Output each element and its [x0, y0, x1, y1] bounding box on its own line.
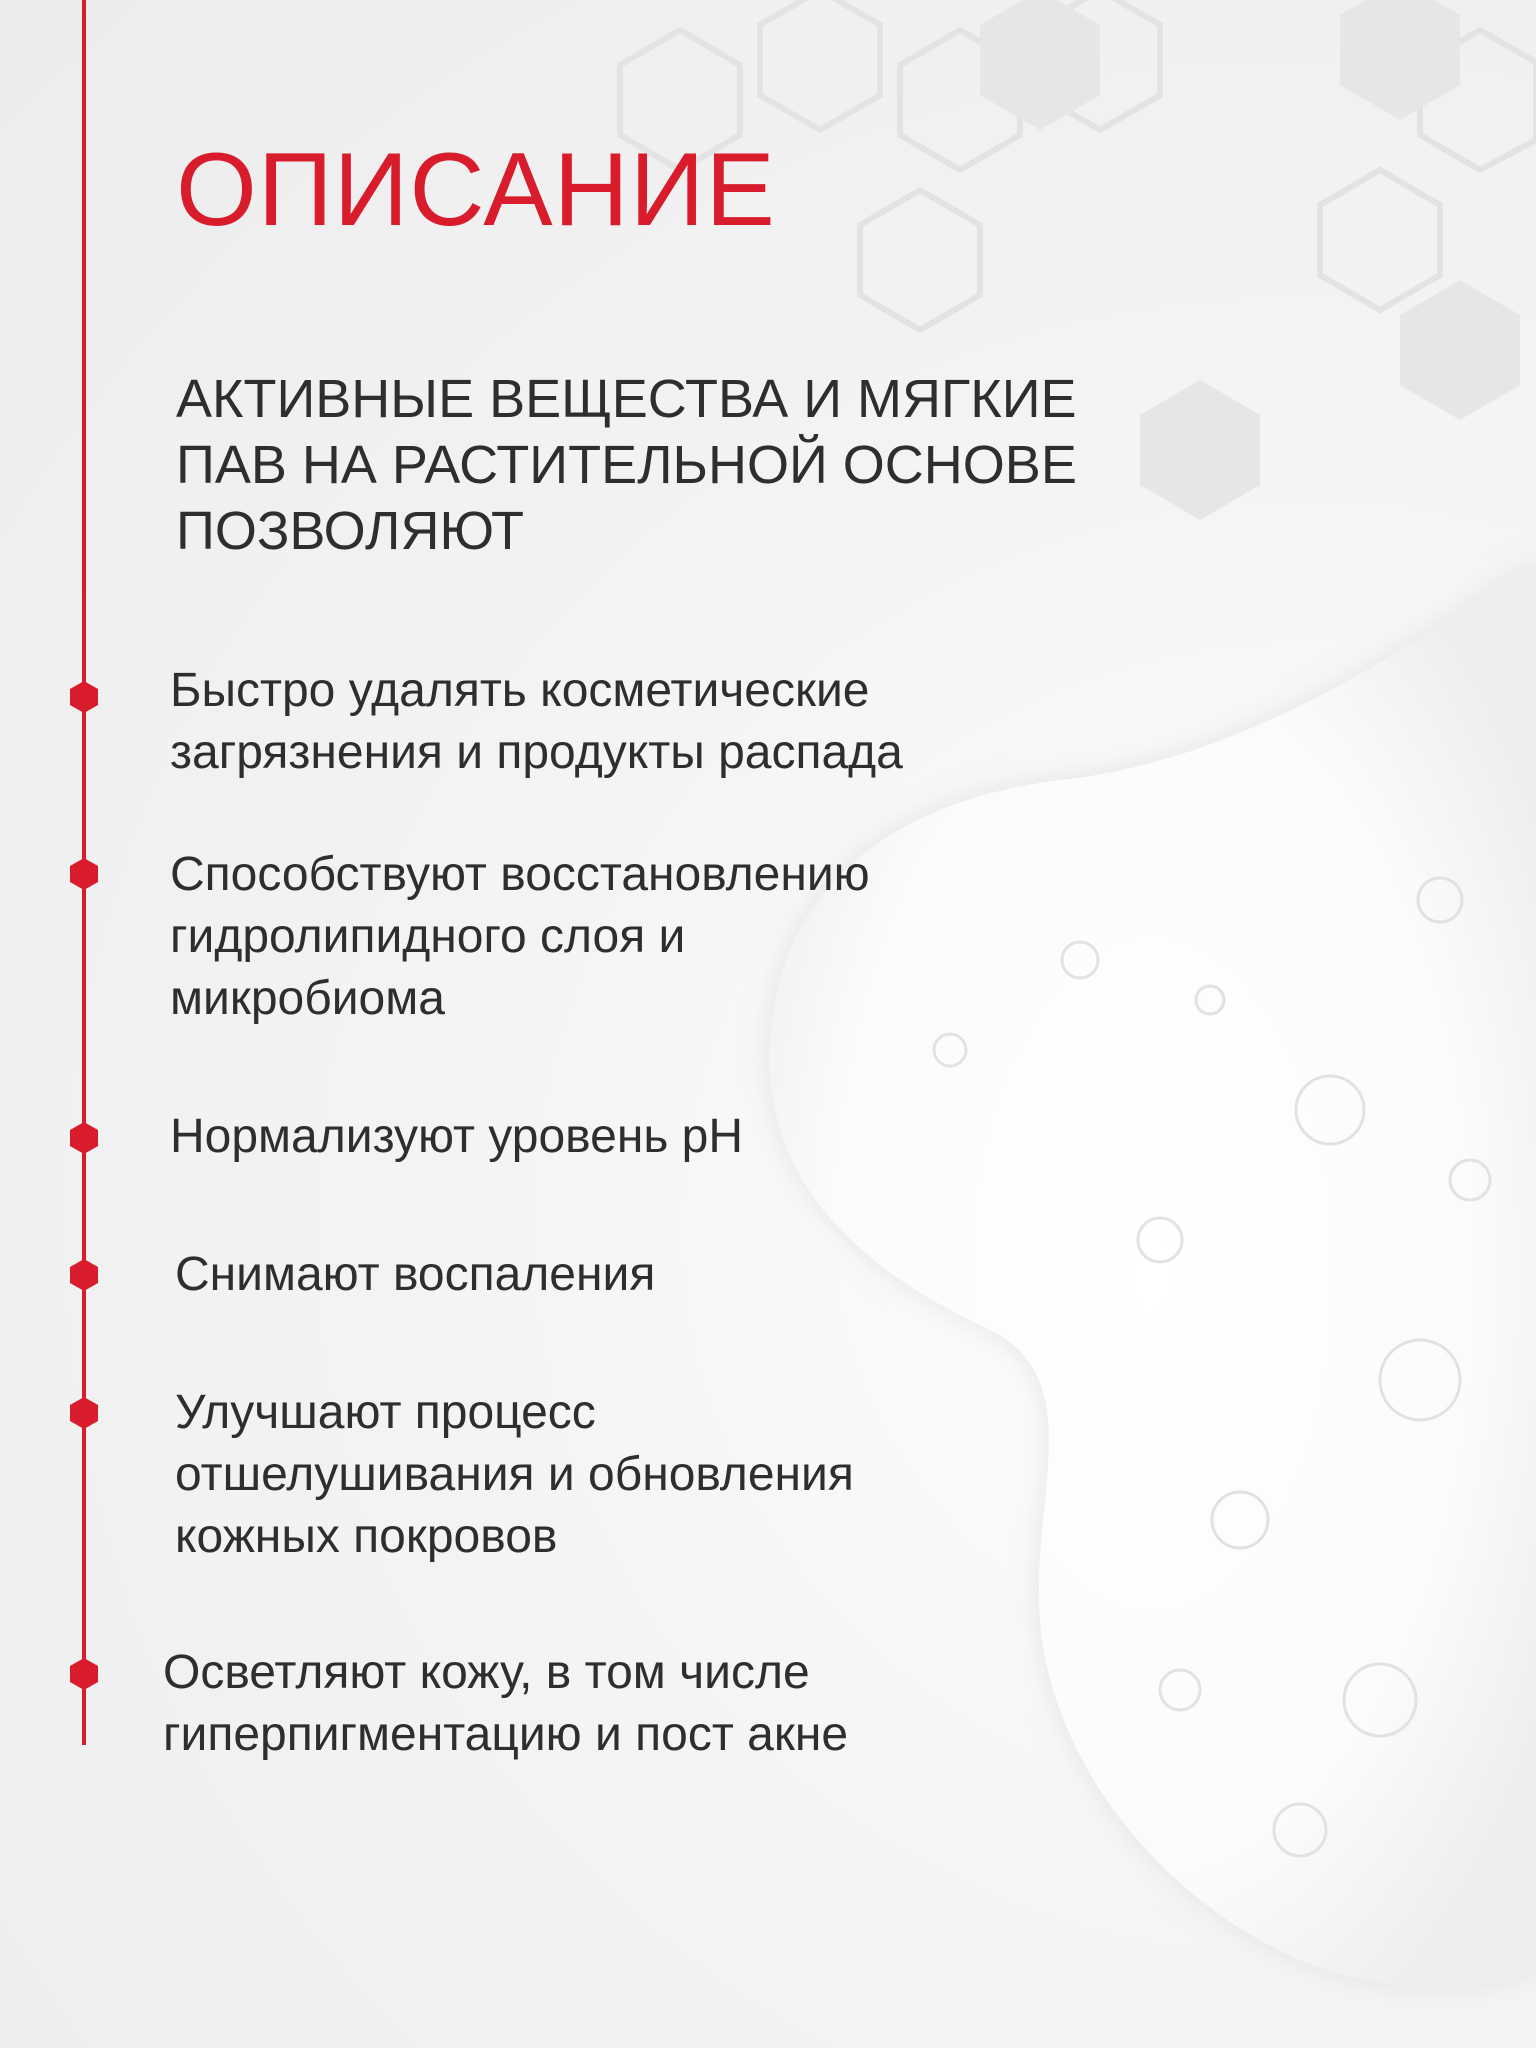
red-hexagon-icon — [67, 1258, 101, 1292]
benefit-item-5: Улучшают процесс отшелушивания и обновления кожных покровов — [175, 1386, 854, 1563]
intro-text: АКТИВНЫЕ ВЕЩЕСТВА И МЯГКИЕ ПАВ НА РАСТИТЕЛЬНОЙ ОСНОВЕ ПОЗВОЛЯЮТ — [176, 369, 1077, 561]
red-hexagon-icon — [67, 1657, 101, 1691]
red-hexagon-icon — [67, 857, 101, 891]
red-hexagon-icon — [67, 680, 101, 714]
benefit-item-1: Быстро удалять косметические загрязнения и продукты распада — [170, 664, 903, 779]
red-hexagon-icon — [67, 1396, 101, 1430]
benefit-item-2: Способствуют восстановлению гидролипидного слоя и микробиома — [170, 848, 870, 1025]
red-hexagon-icon — [67, 1121, 101, 1155]
page-title: ОПИСАНИЕ — [176, 132, 776, 248]
benefit-item-6: Осветляют кожу, в том числе гиперпигментацию и пост акне — [163, 1646, 849, 1761]
benefit-item-3: Нормализуют уровень pH — [170, 1110, 744, 1163]
benefit-item-4: Снимают воспаления — [175, 1248, 656, 1301]
